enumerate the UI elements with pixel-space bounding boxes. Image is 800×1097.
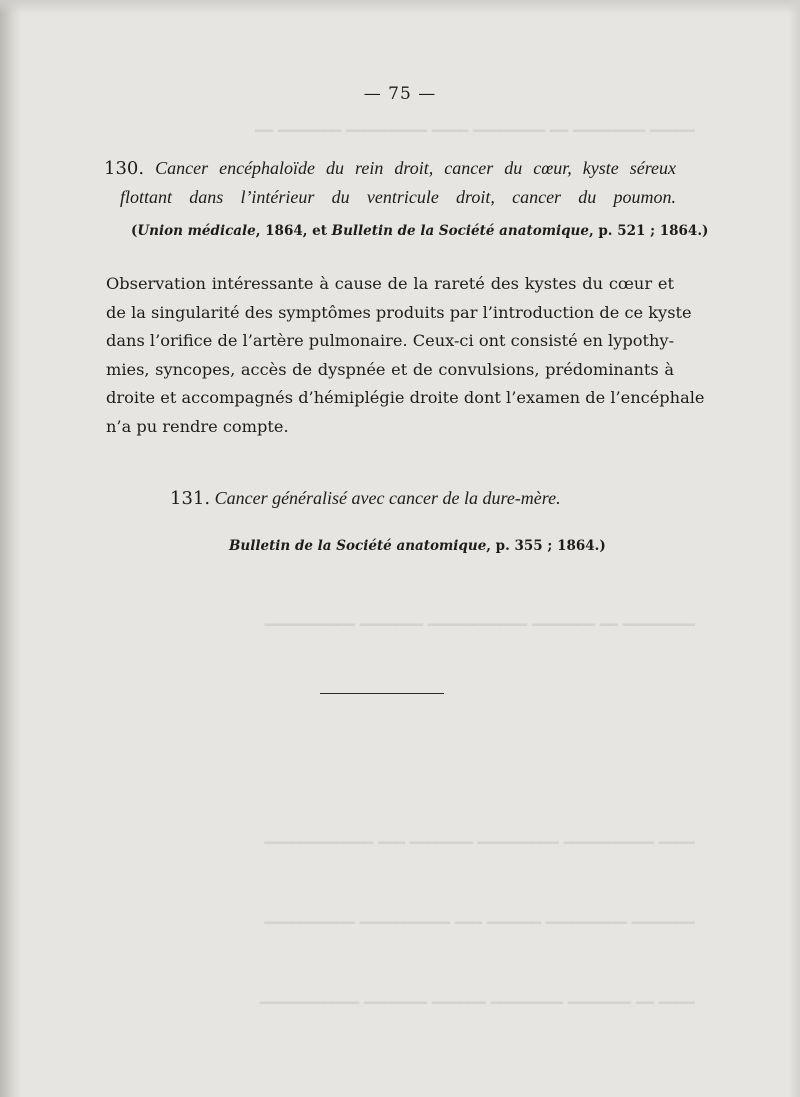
show-through-decoration: ━━━━━━━ ━━━━━━━━━ ━━━━━━ ━━━ ━━━━━━━━━━ ━━━━━━━━━━ (264, 914, 695, 932)
entry-130-title-line2: flottant dans l’intérieur du ventricule droit, cancer du poumon. (120, 187, 676, 207)
journal-bulletin-societe-anatomique: Bulletin de la Société anatomique (331, 223, 589, 239)
show-through-decoration: ━━━━━━━━ ━━ ━━━━━━━ ━━━━━━━━━━━ ━━━━━━━ ━━━━━━━━━━ (264, 616, 695, 634)
observation-line: droite et accompagnés d’hémiplégie droite dont l’examen de l’encéphale (106, 388, 705, 408)
section-divider-rule (320, 693, 444, 694)
show-through-decoration: ━━━━ ━━━━━━━━━━ ━━━━━━━━━ ━━━━━━━ ━━━ ━━━━━━━━━━━━ (264, 834, 695, 852)
journal-union-medicale: Union médicale (137, 223, 256, 239)
observation-line: de la singularité des symptômes produits par l’introduction de ce kyste (106, 302, 692, 322)
entry-130-title-line1: 130. Cancer encéphaloïde du rein droit, cancer du cœur, kyste séreux (104, 158, 677, 179)
entry-131-title: 131. Cancer généralisé avec cancer de la dure-mère. (170, 488, 561, 509)
observation-line: n’a pu rendre compte. (106, 416, 289, 436)
observation-line: mies, syncopes, accès de dyspnée et de convulsions, prédominants à (106, 359, 674, 379)
page-number: — 75 — (363, 84, 437, 104)
entry-130-reference: (Union médicale, 1864, et Bulletin de la Société anatomique, p. 521 ; 1864.) (131, 223, 709, 239)
journal-bulletin-societe-anatomique: Bulletin de la Société anatomique (229, 538, 487, 554)
show-through-decoration: ━━━━ ━━ ━━━━━━━ ━━━━━━━━ ━━━━━━ ━━━━━━━ ━━━━━━━━━━━ (260, 994, 695, 1012)
entry-131-number: 131. (170, 488, 211, 509)
show-through-decoration: ━━━━━ ━━━━━━━━ ━━ ━━━━━━━━ ━━━━ ━━━━━━━━━ ━━━━━━━ ━━ (255, 122, 695, 140)
observation-line: Observation intéressante à cause de la rareté des kystes du cœur et (106, 274, 674, 293)
entry-130-title (104, 154, 676, 211)
page-top-shadow (0, 0, 800, 14)
entry-130-observation (106, 270, 705, 442)
page-right-edge (788, 0, 800, 1097)
observation-line: dans l’orifice de l’artère pulmonaire. Ceux-ci ont consisté en lypothy- (106, 331, 675, 351)
page-binding-shadow (0, 0, 22, 1097)
entry-130-number: 130. (104, 158, 145, 179)
entry-131-reference: Bulletin de la Société anatomique, p. 355 ; 1864.) (229, 538, 606, 554)
